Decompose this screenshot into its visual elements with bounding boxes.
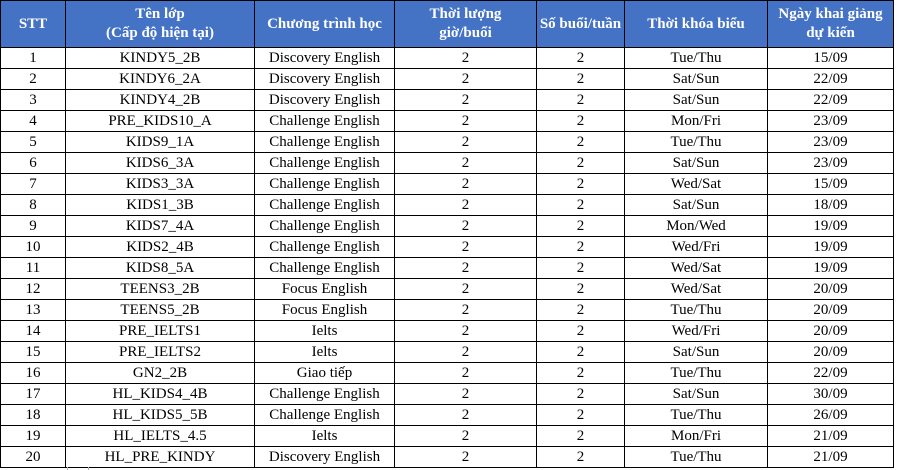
cell-program[interactable]: Challenge English [255, 384, 395, 405]
cell-stt[interactable]: 9 [1, 216, 66, 237]
cell-duration[interactable]: 2 [395, 384, 537, 405]
cell-start-date[interactable]: 23/09 [768, 111, 894, 132]
cell-schedule[interactable]: Wed/Sat [625, 258, 768, 279]
cell-duration[interactable]: 2 [395, 111, 537, 132]
cell-stt[interactable]: 3 [1, 90, 66, 111]
table-row [1, 258, 894, 279]
cell-start-date[interactable]: 18/09 [768, 195, 894, 216]
header-duration-line2: giờ/buổi [439, 25, 492, 41]
header-start-date-line2: dự kiến [806, 25, 855, 41]
cell-class-name[interactable]: PRE_IELTS2 [66, 342, 255, 363]
cell-stt[interactable]: 11 [1, 258, 66, 279]
cell-class-name[interactable]: KIDS9_1A [66, 132, 255, 153]
header-class-name-line2: (Cấp độ hiện tại) [106, 25, 214, 41]
table-row [1, 300, 894, 321]
cell-schedule[interactable]: Sat/Sun [625, 69, 768, 90]
cell-sessions[interactable]: 2 [537, 384, 625, 405]
header-stt-label: STT [18, 15, 48, 32]
cell-start-date[interactable]: 22/09 [768, 69, 894, 90]
cell-stt[interactable]: 10 [1, 237, 66, 258]
cell-sessions[interactable]: 2 [537, 111, 625, 132]
header-sessions-label: Số buổi/tuần [539, 15, 622, 32]
cell-sessions[interactable]: 2 [537, 48, 625, 69]
cell-class-name[interactable]: KIDS6_3A [66, 153, 255, 174]
header-duration-line1: Thời lượng [429, 6, 502, 22]
cell-sessions[interactable]: 2 [537, 237, 625, 258]
cell-program[interactable]: Focus English [255, 300, 395, 321]
cell-class-name[interactable]: PRE_IELTS1 [66, 321, 255, 342]
cell-class-name[interactable]: TEENS5_2B [66, 300, 255, 321]
cell-program[interactable]: Discovery English [255, 447, 395, 468]
cell-schedule[interactable]: Wed/Sat [625, 279, 768, 300]
header-schedule-label: Thời khóa biểu [647, 15, 745, 32]
cell-sessions[interactable]: 2 [537, 174, 625, 195]
cell-class-name[interactable]: PRE_KIDS10_A [66, 111, 255, 132]
cell-schedule[interactable]: Sat/Sun [625, 153, 768, 174]
header-start-date-line1: Ngày khai giảng [778, 6, 883, 22]
header-program-label: Chương trình học [267, 15, 382, 32]
cell-class-name[interactable]: KIDS2_4B [66, 237, 255, 258]
cell-stt[interactable]: 1 [1, 48, 66, 69]
cell-duration[interactable]: 2 [395, 48, 537, 69]
cell-duration[interactable]: 2 [395, 174, 537, 195]
cell-sessions[interactable]: 2 [537, 321, 625, 342]
cell-sessions[interactable]: 2 [537, 300, 625, 321]
cell-duration[interactable]: 2 [395, 321, 537, 342]
cell-program[interactable]: Challenge English [255, 111, 395, 132]
header-program[interactable] [255, 1, 395, 48]
table-row [1, 405, 894, 426]
cell-program[interactable]: Challenge English [255, 216, 395, 237]
cell-program[interactable]: Challenge English [255, 132, 395, 153]
cell-duration[interactable]: 2 [395, 426, 537, 447]
cell-stt[interactable]: 13 [1, 300, 66, 321]
cell-duration[interactable]: 2 [395, 258, 537, 279]
header-sessions[interactable] [537, 1, 625, 48]
cell-class-name[interactable]: GN2_2B [66, 363, 255, 384]
cell-duration[interactable]: 2 [395, 300, 537, 321]
cell-duration[interactable]: 2 [395, 153, 537, 174]
cell-stt[interactable]: 15 [1, 342, 66, 363]
table-row [1, 321, 894, 342]
cell-start-date[interactable]: 19/09 [768, 258, 894, 279]
cell-program[interactable]: Ielts [255, 426, 395, 447]
header-stt[interactable] [1, 1, 66, 48]
cell-class-name[interactable]: TEENS3_2B [66, 279, 255, 300]
cell-sessions[interactable]: 2 [537, 90, 625, 111]
cell-program[interactable]: Discovery English [255, 69, 395, 90]
cell-duration[interactable]: 2 [395, 342, 537, 363]
cell-stt[interactable]: 17 [1, 384, 66, 405]
cell-schedule[interactable]: Sat/Sun [625, 384, 768, 405]
cell-start-date[interactable]: 19/09 [768, 216, 894, 237]
cell-schedule[interactable]: Tue/Thu [625, 447, 768, 468]
cell-duration[interactable]: 2 [395, 132, 537, 153]
cell-sessions[interactable]: 2 [537, 363, 625, 384]
table-body [1, 48, 894, 468]
cell-schedule[interactable]: Tue/Thu [625, 132, 768, 153]
cell-sessions[interactable]: 2 [537, 405, 625, 426]
cell-class-name[interactable]: HL_PRE_KINDY [66, 447, 255, 468]
cell-start-date[interactable]: 15/09 [768, 48, 894, 69]
header-class-name-line1: Tên lớp [135, 6, 185, 22]
cell-sessions[interactable]: 2 [537, 342, 625, 363]
cell-program[interactable]: Ielts [255, 342, 395, 363]
cell-sessions[interactable]: 2 [537, 447, 625, 468]
cell-program[interactable]: Discovery English [255, 90, 395, 111]
cell-start-date[interactable]: 26/09 [768, 405, 894, 426]
cell-duration[interactable]: 2 [395, 90, 537, 111]
cell-schedule[interactable]: Sat/Sun [625, 195, 768, 216]
cell-program[interactable]: Challenge English [255, 237, 395, 258]
cell-program[interactable]: Discovery English [255, 48, 395, 69]
cell-stt[interactable]: 4 [1, 111, 66, 132]
cell-program[interactable]: Challenge English [255, 195, 395, 216]
cell-stt[interactable]: 12 [1, 279, 66, 300]
cell-program[interactable]: Challenge English [255, 258, 395, 279]
cell-class-name[interactable]: KIDS3_3A [66, 174, 255, 195]
cell-program[interactable]: Focus English [255, 279, 395, 300]
cell-stt[interactable]: 19 [1, 426, 66, 447]
cell-start-date[interactable]: 15/09 [768, 174, 894, 195]
table-row [1, 384, 894, 405]
cell-sessions[interactable]: 2 [537, 195, 625, 216]
cell-class-name[interactable]: KINDY6_2A [66, 69, 255, 90]
table-row [1, 237, 894, 258]
cell-sessions[interactable]: 2 [537, 153, 625, 174]
cell-stt[interactable]: 2 [1, 69, 66, 90]
cell-start-date[interactable]: 20/09 [768, 279, 894, 300]
cell-stt[interactable]: 18 [1, 405, 66, 426]
cell-program[interactable]: Challenge English [255, 153, 395, 174]
table-row [1, 216, 894, 237]
cell-schedule[interactable]: Sat/Sun [625, 90, 768, 111]
cell-start-date[interactable]: 22/09 [768, 90, 894, 111]
cell-start-date[interactable]: 22/09 [768, 363, 894, 384]
cell-duration[interactable]: 2 [395, 363, 537, 384]
table-row [1, 279, 894, 300]
cell-duration[interactable]: 2 [395, 216, 537, 237]
table-row [1, 132, 894, 153]
cell-schedule[interactable]: Mon/Fri [625, 426, 768, 447]
table-row [1, 48, 894, 69]
cell-duration[interactable]: 2 [395, 237, 537, 258]
cell-class-name[interactable]: KINDY5_2B [66, 48, 255, 69]
cell-schedule[interactable]: Wed/Sat [625, 174, 768, 195]
cell-schedule[interactable]: Wed/Fri [625, 321, 768, 342]
cell-class-name[interactable]: KIDS1_3B [66, 195, 255, 216]
cell-start-date[interactable]: 21/09 [768, 447, 894, 468]
cell-class-name[interactable]: HL_KIDS4_4B [66, 384, 255, 405]
cell-schedule[interactable]: Mon/Wed [625, 216, 768, 237]
cell-schedule[interactable]: Tue/Thu [625, 363, 768, 384]
cell-class-name[interactable]: KINDY4_2B [66, 90, 255, 111]
header-start-date[interactable] [768, 1, 894, 48]
cell-duration[interactable]: 2 [395, 279, 537, 300]
cell-sessions[interactable]: 2 [537, 258, 625, 279]
cell-duration[interactable]: 2 [395, 405, 537, 426]
table-row [1, 90, 894, 111]
cell-stt[interactable]: 7 [1, 174, 66, 195]
header-duration[interactable] [395, 1, 537, 48]
table-row [1, 111, 894, 132]
cell-start-date[interactable]: 20/09 [768, 342, 894, 363]
cell-stt[interactable]: 14 [1, 321, 66, 342]
cell-schedule[interactable]: Mon/Fri [625, 111, 768, 132]
cell-program[interactable]: Challenge English [255, 405, 395, 426]
cell-program[interactable]: Ielts [255, 321, 395, 342]
table-row [1, 447, 894, 468]
cell-start-date[interactable]: 19/09 [768, 237, 894, 258]
cell-class-name[interactable]: HL_IELTS_4.5 [66, 426, 255, 447]
cell-schedule[interactable]: Tue/Thu [625, 48, 768, 69]
cell-program[interactable]: Challenge English [255, 174, 395, 195]
cell-start-date[interactable]: 23/09 [768, 153, 894, 174]
cell-start-date[interactable]: 20/09 [768, 300, 894, 321]
cell-schedule[interactable]: Tue/Thu [625, 300, 768, 321]
cell-sessions[interactable]: 2 [537, 426, 625, 447]
cell-sessions[interactable]: 2 [537, 279, 625, 300]
cell-start-date[interactable]: 23/09 [768, 132, 894, 153]
cell-stt[interactable]: 6 [1, 153, 66, 174]
table-row [1, 342, 894, 363]
cell-schedule[interactable]: Sat/Sun [625, 342, 768, 363]
cell-stt[interactable]: 5 [1, 132, 66, 153]
table-row [1, 69, 894, 90]
cell-sessions[interactable]: 2 [537, 216, 625, 237]
cell-class-name[interactable]: KIDS8_5A [66, 258, 255, 279]
cell-program[interactable]: Giao tiếp [255, 363, 395, 384]
table-row [1, 195, 894, 216]
table-row [1, 363, 894, 384]
table-row [1, 174, 894, 195]
table-header [1, 1, 894, 48]
table-row [1, 153, 894, 174]
header-row [1, 1, 894, 48]
cell-schedule[interactable]: Wed/Fri [625, 237, 768, 258]
cell-stt[interactable]: 20 [1, 447, 66, 468]
cell-start-date[interactable]: 30/09 [768, 384, 894, 405]
cell-duration[interactable]: 2 [395, 447, 537, 468]
cell-duration[interactable]: 2 [395, 195, 537, 216]
cell-sessions[interactable]: 2 [537, 69, 625, 90]
header-schedule[interactable] [625, 1, 768, 48]
cell-stt[interactable]: 8 [1, 195, 66, 216]
cell-sessions[interactable]: 2 [537, 132, 625, 153]
table-row [1, 426, 894, 447]
cell-class-name[interactable]: HL_KIDS5_5B [66, 405, 255, 426]
cell-schedule[interactable]: Tue/Thu [625, 405, 768, 426]
cell-start-date[interactable]: 20/09 [768, 321, 894, 342]
cell-start-date[interactable]: 21/09 [768, 426, 894, 447]
header-class-name[interactable] [66, 1, 255, 48]
cell-class-name[interactable]: KIDS7_4A [66, 216, 255, 237]
cell-duration[interactable]: 2 [395, 69, 537, 90]
cell-stt[interactable]: 16 [1, 363, 66, 384]
